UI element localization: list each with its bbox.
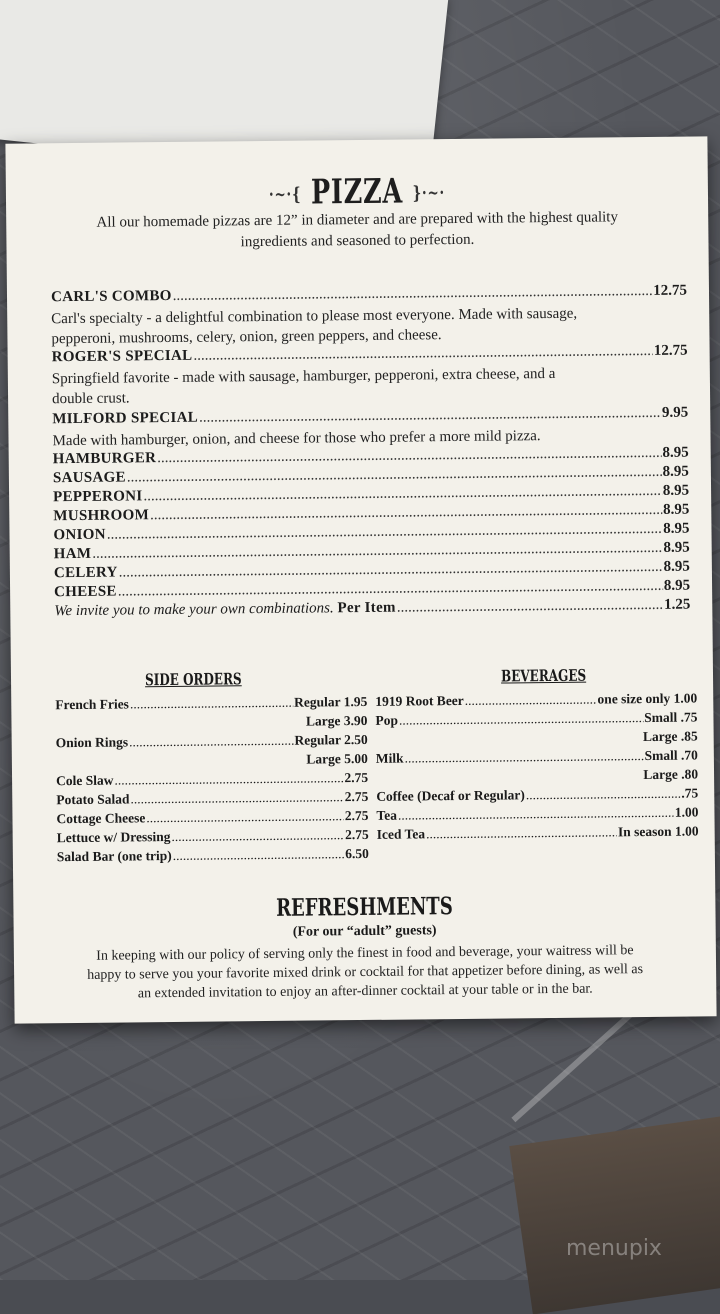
refreshments-heading: REFRESHMENTS	[275, 891, 453, 922]
menu-page	[5, 136, 716, 1023]
beverage-row: Milk ..... Small .70	[376, 747, 698, 766]
pizza-heading: ·~·{ PIZZA }·~·	[268, 171, 446, 213]
side-order-row: Large 5.00	[306, 750, 368, 767]
side-order-row: Cottage Cheese ..... 2.75	[56, 808, 368, 827]
ornament-right-icon: }·~·	[412, 182, 446, 204]
side-order-row: Salad Bar (one trip) ..... 6.50	[57, 846, 369, 865]
beverages-heading: BEVERAGES	[500, 665, 587, 686]
beverage-row: Large .80	[643, 766, 699, 783]
ornament-left-icon: ·~·{	[268, 184, 302, 206]
menu-item-ham: HAM ..... 8.95	[54, 540, 690, 564]
beverage-row: Tea ..... 1.00	[376, 804, 698, 823]
menu-item-description: Springfield favorite - made with sausage, hamburger, pepperoni, extra cheese, and a double crust.	[51, 365, 556, 408]
watermark: menupix	[566, 1236, 662, 1261]
menu-item-description: Made with hamburger, onion, and cheese for those who prefer a more mild pizza.	[52, 428, 541, 450]
refreshments-text: In keeping with our policy of serving only the finest in food and beverage, your waitress will be happy to serve you your favorite mixed drink or cocktail for that appetizer before dining, as well as an extended invitation to enjoy an after-dinner cocktail at your table or in the bar.	[87, 943, 644, 1002]
menu-item-pepperoni: PEPPERONI ..... 8.95	[53, 483, 689, 507]
menu-item-onion: ONION ..... 8.95	[53, 521, 689, 545]
beverage-row: Pop ..... Small .75	[375, 709, 697, 728]
beverage-row: 1919 Root Beer ..... one size only 1.00	[375, 690, 697, 709]
pizza-intro: All our homemade pizzas are 12” in diameter and are prepared with the highest quality ingredients and seasoned to perfection.	[96, 209, 619, 251]
menu-item-mushroom: MUSHROOM ..... 8.95	[53, 502, 689, 526]
menu-item-sausage: SAUSAGE ..... 8.95	[53, 464, 689, 488]
menu-item-hamburger: HAMBURGER ..... 8.95	[53, 445, 689, 469]
menu-item-cheese: CHEESE ..... 8.95	[54, 578, 690, 602]
menu-item-rogers-special: ROGER'S SPECIAL ..... 12.75	[52, 343, 688, 367]
side-orders-heading: SIDE ORDERS	[144, 669, 242, 690]
side-order-row: Lettuce w/ Dressing ..... 2.75	[57, 827, 369, 846]
side-order-row: Large 3.90	[305, 712, 368, 729]
refreshments-subtitle: (For our “adult” guests)	[292, 923, 437, 940]
menu-item-milford-special: MILFORD SPECIAL ..... 9.95	[52, 405, 688, 429]
menu-item-carls-combo: CARL'S COMBO ..... 12.75	[51, 283, 687, 307]
side-order-row: French Fries ..... Regular 1.95	[55, 694, 367, 713]
menu-item-celery: CELERY ..... 8.95	[54, 559, 690, 583]
side-order-row: Onion Rings ..... Regular 2.50	[56, 732, 368, 751]
side-order-row: Cole Slaw ..... 2.75	[56, 770, 368, 789]
menu-item-description: Carl's specialty - a delightful combination to please most everyone. Made with sausage, pepperoni, mushrooms, celery, onion, green peppers, and cheese.	[51, 305, 578, 348]
menu-item-combo-note: We invite you to make your own combinations. Per Item ..... 1.25	[54, 597, 690, 621]
wood-surface	[509, 1116, 720, 1314]
beverage-row: Iced Tea ..... In season 1.00	[377, 823, 699, 842]
beverage-row: Large .85	[642, 728, 698, 745]
side-order-row: Potato Salad ..... 2.75	[56, 789, 368, 808]
beverage-row: Coffee (Decaf or Regular) ..... .75	[376, 785, 698, 804]
